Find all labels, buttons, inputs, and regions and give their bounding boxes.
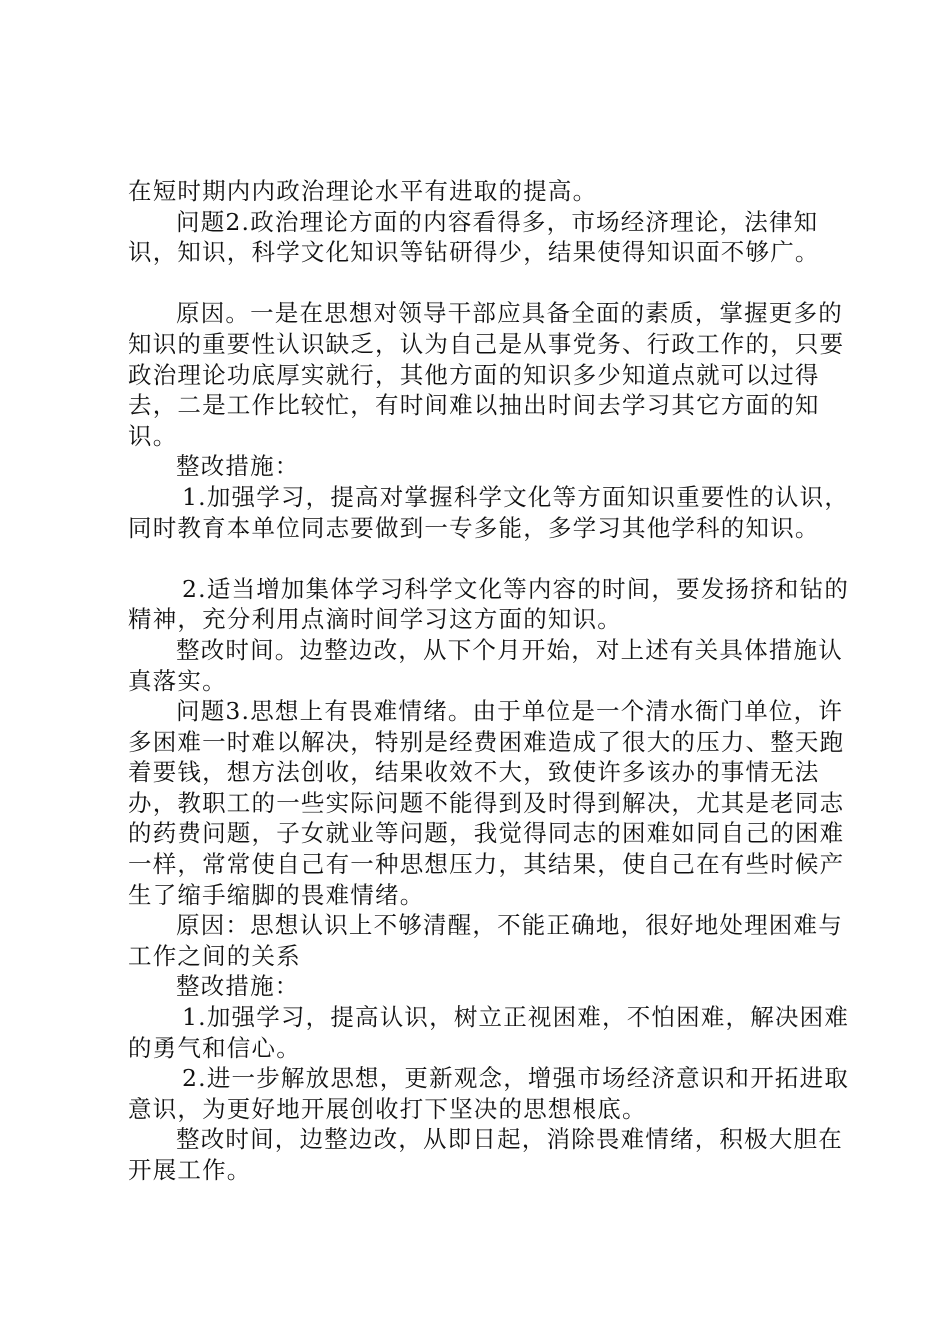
paragraph-rectification-time-2: 整改时间，边整边改，从即日起，消除畏难情绪，积极大胆在开展工作。	[128, 1125, 843, 1184]
paragraph-issue-3: 问题3.思想上有畏难情绪。由于单位是一个清水衙门单位，许多困难一时难以解决，特别是经费困难造成了很大的压力、整天跑着要钱，想方法创收，结果收效不大，致使许多该办的事情无法办，教职工的一些实际问题不能得到及时得到解决，尤其是老同志的药费问题，子女就业等问题，我觉得同志的困难如同自己的困难一样，常常使自己有一种思想压力，其结果，使自己在有些时候产生了缩手缩脚的畏难情绪。	[128, 697, 845, 909]
heading-rectification-measures-1: 整改措施：	[176, 452, 300, 481]
paragraph-measure-2-1: 1.加强学习，提高认识，树立正视困难，不怕困难，解决困难的勇气和信心。	[128, 1003, 850, 1062]
paragraph-cause-2: 原因：思想认识上不够清醒，不能正确地，很好地处理困难与工作之间的关系	[128, 911, 843, 970]
paragraph-issue-2: 问题2.政治理论方面的内容看得多，市场经济理论，法律知识，知识，科学文化知识等钻研得少，结果使得知识面不够广。	[128, 207, 820, 267]
paragraph-rectification-time-1: 整改时间。边整边改，从下个月开始，对上述有关具体措施认真落实。	[128, 635, 843, 695]
paragraph-gap	[128, 543, 850, 574]
paragraph-gap	[128, 268, 850, 299]
paragraph-measure-2-2: 2.进一步解放思想，更新观念，增强市场经济意识和开拓进取意识，为更好地开展创收打下坚决的思想根底。	[128, 1064, 850, 1123]
paragraph-measure-1-1: 1.加强学习，提高对掌握科学文化等方面知识重要性的认识，同时教育本单位同志要做到一专多能，多学习其他学科的知识。	[128, 482, 850, 542]
paragraph-continuation: 在短时期内内政治理论水平有进取的提高。	[128, 177, 598, 205]
paragraph-cause-1: 原因。一是在思想对领导干部应具备全面的素质，掌握更多的知识的重要性认识缺乏，认为自己是从事党务、行政工作的，只要政治理论功底厚实就行，其他方面的知识多少知道点就可以过得去，二是工作比较忙，有时间难以抽出时间去学习其它方面的知识。	[128, 299, 845, 450]
heading-rectification-measures-2: 整改措施：	[176, 972, 300, 1001]
paragraph-measure-1-2: 2.适当增加集体学习科学文化等内容的时间，要发扬挤和钻的精神，充分利用点滴时间学习这方面的知识。	[128, 574, 850, 634]
